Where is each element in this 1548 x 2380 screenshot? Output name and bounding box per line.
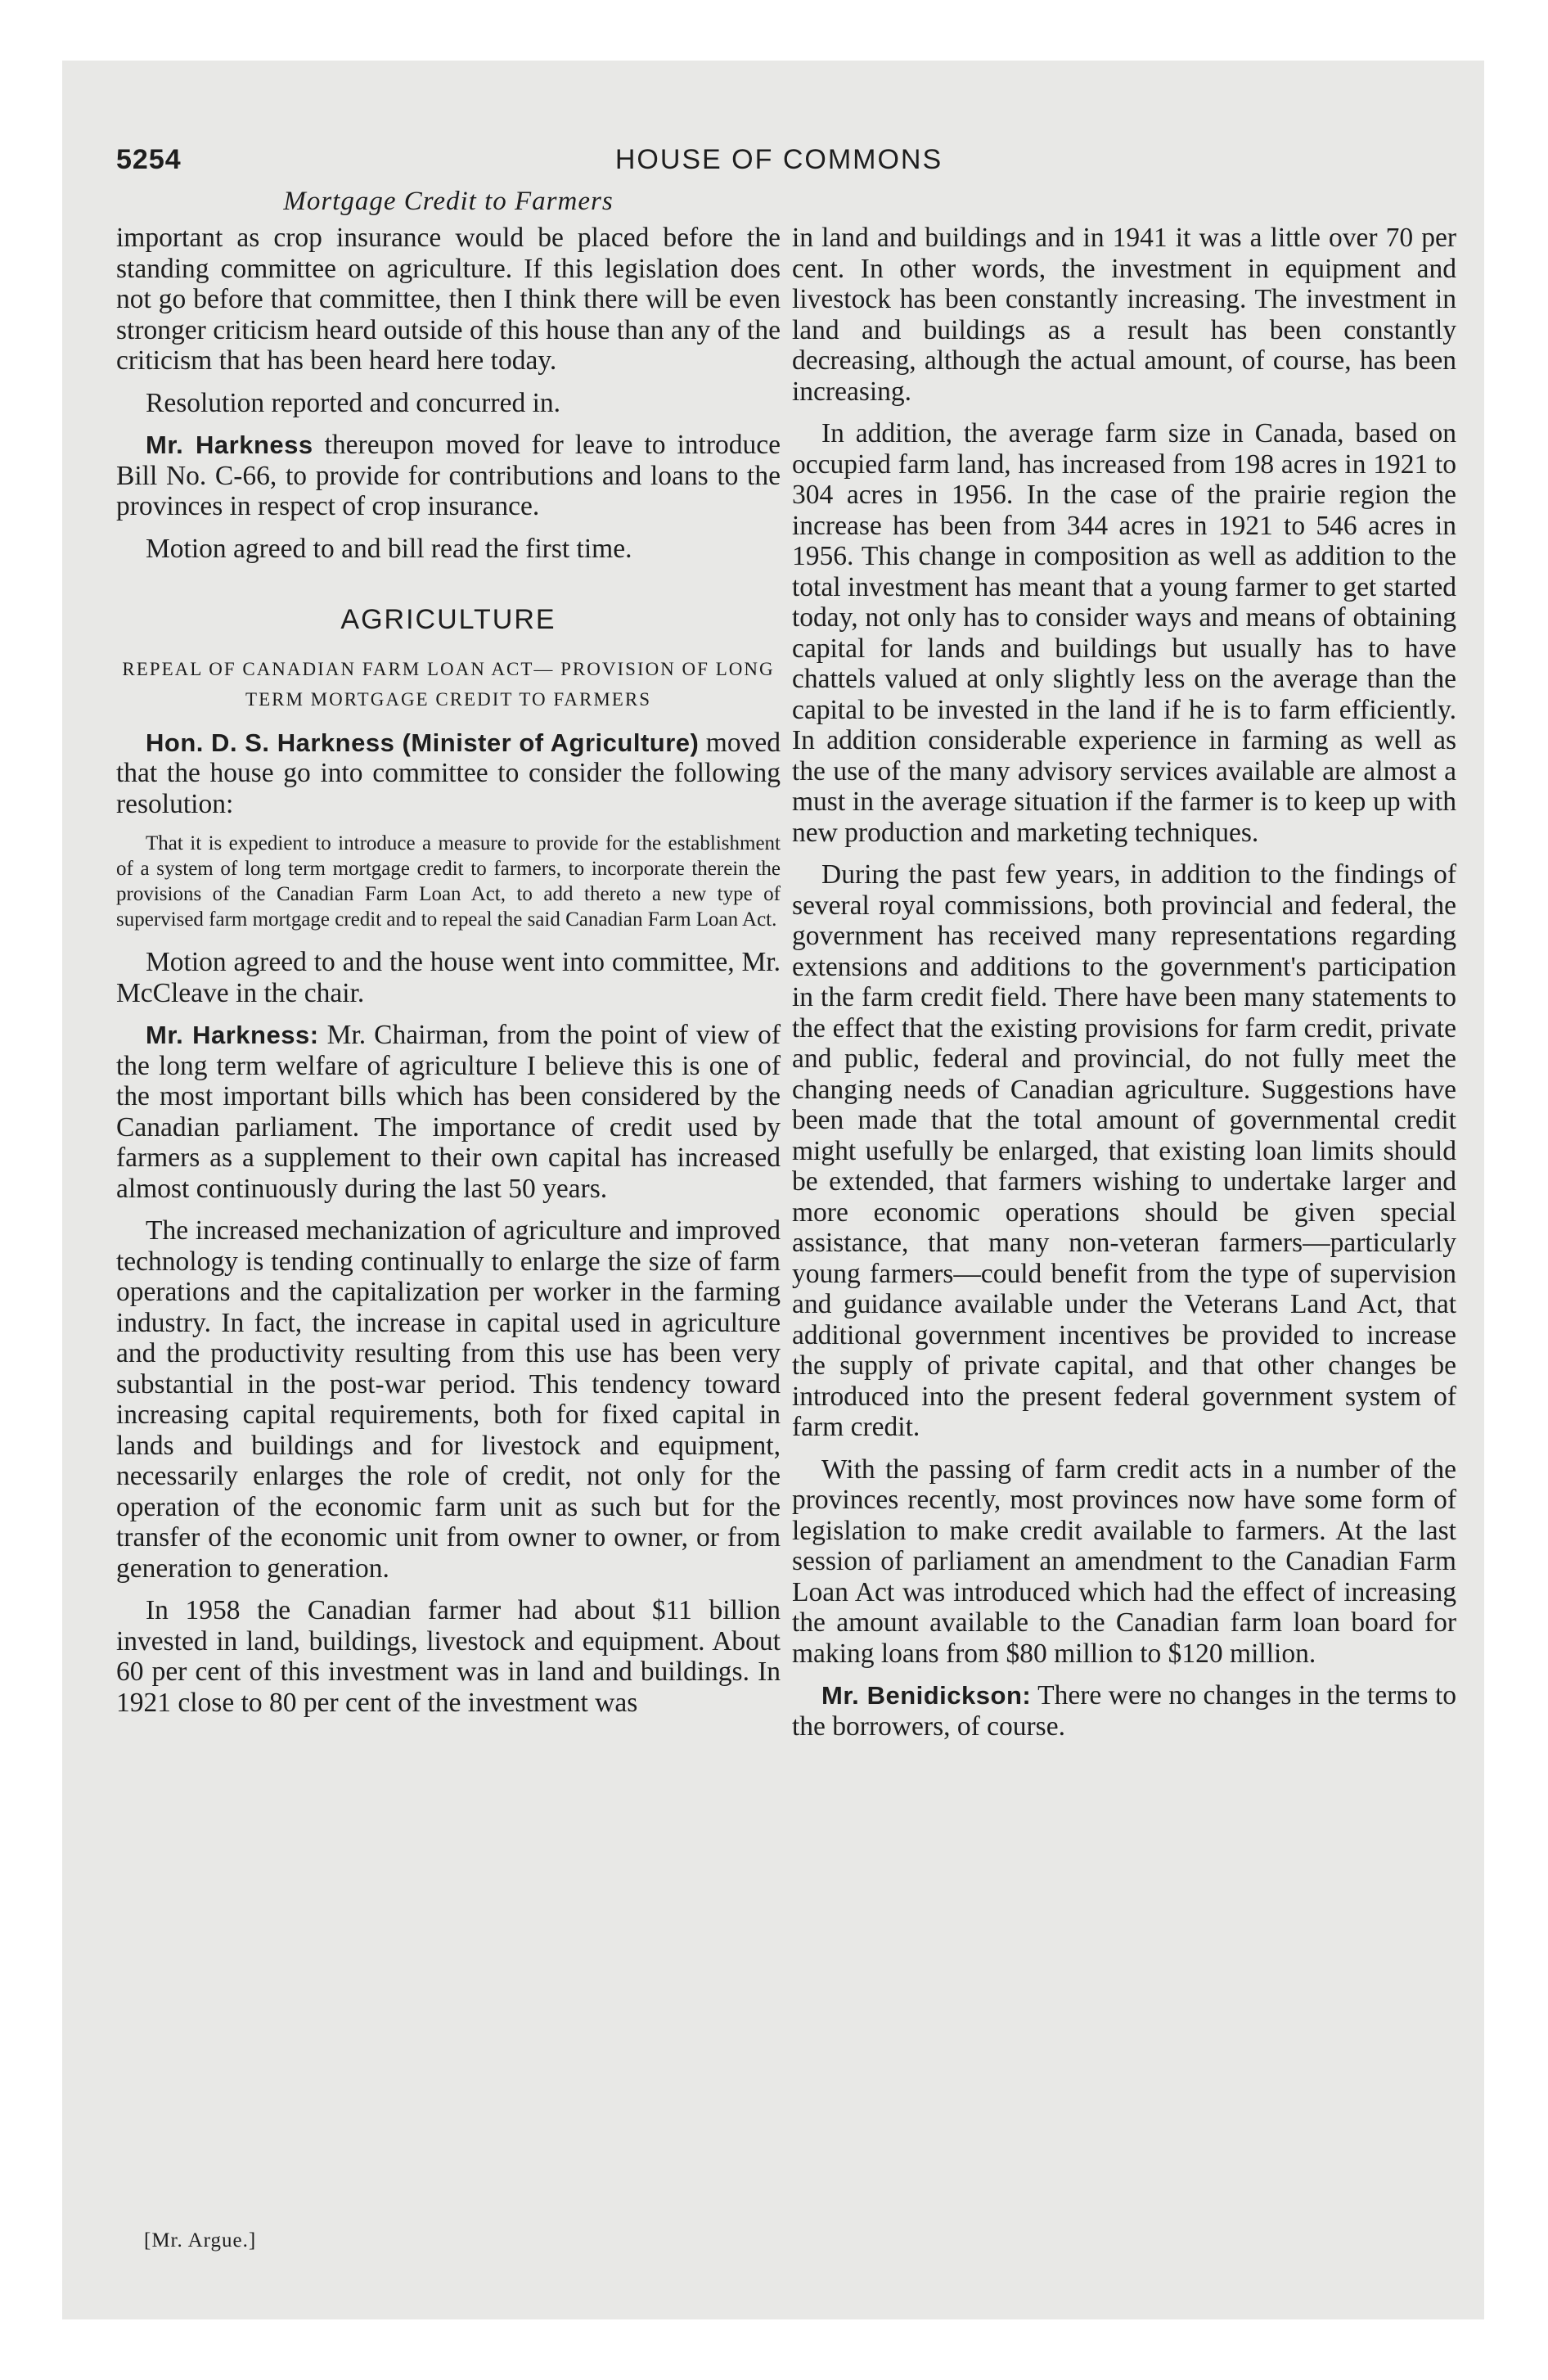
- paragraph: In addition, the average farm size in Canada, based on occupied farm land, has increased from 198 acres in 1921 to 304 acres in 1956. In the case of the prairie region the increase has been from 344 acres in 1921 to 546 acres in 1956. This change in composition as well as addition to the total investment has meant that a young farmer to get started today, not only has to consider ways and means of obtaining capital for lands and buildings but usually has to have chattels valued at only slightly less on the average than the capital to be invested in the land if he is to farm efficiently. In addition considerable experience in farming as well as the use of the many advisory services available are almost a must in the average situation if the farmer is to keep up with new production and marketing techniques.: [792, 418, 1456, 848]
- speaker-name: Mr. Harkness: [146, 430, 313, 459]
- paragraph: During the past few years, in addition to the findings of several royal commissions, both provincial and federal, the government has received many representations regarding extensions and additions to the government's participation in the farm credit field. There have been many statements to the effect that the existing provisions for farm credit, private and public, federal and provincial, do not fully meet the changing needs of Canadian agriculture. Suggestions have been made that the total amount of governmental credit might usefully be enlarged, that existing loan limits should be extended, that farmers wishing to undertake larger and more economic operations should be given special assistance, that many non-veteran farmers—particularly young farmers—could benefit from the type of supervision and guidance available under the Veterans Land Act, that additional government incentives be provided to increase the supply of private capital, and that other changes be introduced into the present federal government system of farm credit.: [792, 859, 1456, 1442]
- paragraph: Motion agreed to and bill read the first time.: [146, 533, 632, 564]
- paragraph: Resolution reported and concurred in.: [146, 387, 560, 418]
- page-number: 5254: [116, 144, 182, 175]
- paragraph: With the passing of farm credit acts in a number of the provinces recently, most provinces now have some form of legislation to make credit available to farmers. At the last session of parliament an amendment to the Canadian Farm Loan Act was introduced which had the effect of increasing the amount available to the Canadian farm loan board for making loans from $80 million to $120 million.: [792, 1454, 1456, 1669]
- right-column: [792, 223, 1456, 1753]
- paragraph: The increased mechanization of agriculture and improved technology is tending continually to enlarge the size of farm operations and the capitalization per worker in the farming industry. In fact, the increase in capital used in agriculture and the productivity resulting from this use has been very substantial in the post-war period. This tendency toward increasing capital requirements, both for fixed capital in lands and buildings and for livestock and equipment, necessarily enlarges the role of credit, not only for the operation of the economic farm unit as such but for the transfer of the economic unit from owner to owner, or from generation to generation.: [116, 1215, 781, 1584]
- paragraph: [792, 1680, 1456, 1742]
- paragraph: in land and buildings and in 1941 it was a little over 70 per cent. In other words, the investment in equipment and livestock has been constantly increasing. The investment in land and buildings as a result has been constantly decreasing, although the actual amount, of course, has been increasing.: [792, 223, 1456, 407]
- speech-text: There were no changes in the terms to the borrowers, of course.: [792, 1680, 1457, 1742]
- speaker-name: Mr. Harkness:: [146, 1021, 319, 1049]
- sub-heading: REPEAL OF CANADIAN FARM LOAN ACT— PROVISION OF LONG TERM MORTGAGE CREDIT TO FARMERS: [122, 658, 775, 710]
- paragraph: [116, 728, 781, 820]
- paragraph: important as crop insurance would be placed before the standing committee on agriculture. If this legislation does not go before that committee, then I think there will be even stronger criticism heard outside of this house than any of the criticism that has been heard here today.: [116, 223, 781, 376]
- subject-heading: Mortgage Credit to Farmers: [283, 187, 614, 216]
- left-column: [116, 223, 781, 1729]
- speech-text: thereupon moved for leave to introduce Bill No. C-66, to provide for contributions and loans to the provinces in respect of crop insurance.: [116, 430, 781, 521]
- journal-title: HOUSE OF COMMONS: [614, 144, 943, 175]
- paragraph: [116, 430, 781, 522]
- paragraph: [116, 1020, 781, 1204]
- section-heading: AGRICULTURE: [340, 604, 556, 635]
- paragraph: In 1958 the Canadian farmer had about $11 billion invested in land, buildings, livestock and equipment. About 60 per cent of this investment was in land and buildings. In 1921 close to 80 per cent of the investment was: [116, 1595, 781, 1718]
- running-head: [116, 144, 1442, 187]
- speaker-name: Mr. Benidickson:: [821, 1681, 1032, 1710]
- footer-note: [Mr. Argue.]: [144, 2229, 257, 2252]
- resolution-quote: That it is expedient to introduce a measure to provide for the establishment of a system of long term mortgage credit to farmers, to incorporate therein the provisions of the Canadian Farm Loan Act, to add thereto a new type of supervised farm mortgage credit and to repeal the said Canadian Farm Loan Act.: [116, 832, 781, 931]
- paragraph: Motion agreed to and the house went into committee, Mr. McCleave in the chair.: [116, 947, 781, 1008]
- speech-text: moved that the house go into committee to consider the following resolution:: [116, 727, 781, 819]
- speech-text: Mr. Chairman, from the point of view of the long term welfare of agriculture I believe this is one of the most important bills which has been considered by the Canadian parliament. The importance of credit used by farmers as a supplement to their own capital has increased almost continuously during the last 50 years.: [116, 1020, 781, 1204]
- speaker-name: Hon. D. S. Harkness (Minister of Agriculture): [146, 728, 700, 757]
